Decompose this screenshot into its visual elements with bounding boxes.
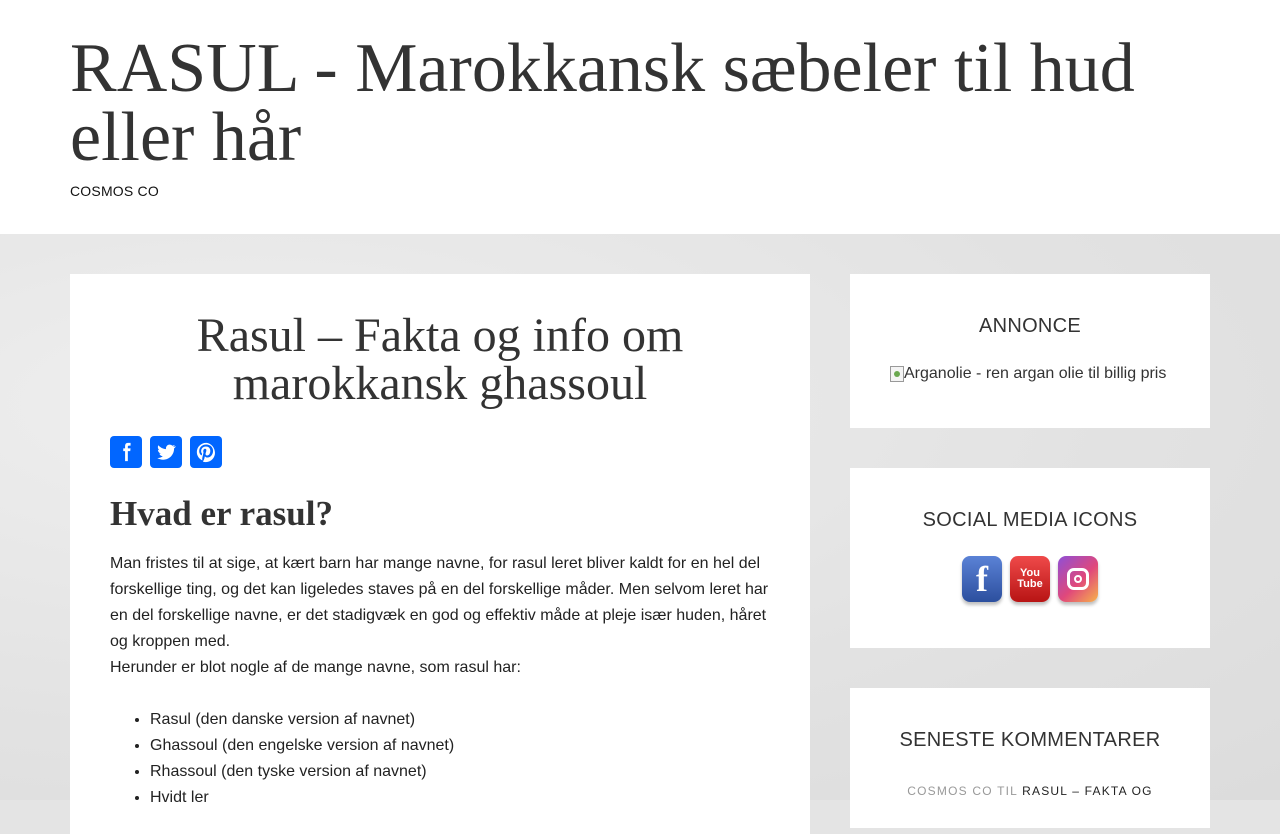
social-icons — [962, 556, 1098, 602]
ad-image-alt: Arganolie - ren argan olie til billig pris — [904, 365, 1167, 382]
article-title: Rasul – Fakta og info om marokkansk ghassoul — [196, 309, 684, 410]
site-description: COSMOS CO — [70, 183, 159, 199]
article-paragraph: Man fristes til at sige, at kært barn har mange navne, for rasul leret bliver kaldt for en hel del forskellige ting, og det kan ligeledes staves på en del forskellige måder. Men selvom leret har en del forskellige navne, er det stadigvæk en god og effektiv måde at pleje især huden, håret og kroppen med. — [110, 555, 769, 650]
recent-comments-widget — [850, 688, 1210, 828]
recent-comment — [850, 784, 1210, 798]
ad-widget-title: ANNONCE — [978, 315, 1082, 337]
facebook-share-button[interactable] — [110, 436, 142, 468]
site-title[interactable]: RASUL - Marokkansk sæbeler til hud eller hår — [70, 30, 1135, 176]
facebook-icon — [115, 441, 137, 463]
ad-widget — [850, 274, 1210, 428]
list-item: • Rhassoul (den tyske version af navnet) — [150, 759, 454, 785]
list-item: • Ghassoul (den engelske version af navnet) — [150, 733, 454, 759]
ad-image-link[interactable] — [890, 362, 1180, 386]
camera-glyph — [1067, 568, 1089, 590]
twitter-share-button[interactable] — [150, 436, 182, 468]
article-paragraph-intro-list: Herunder er blot nogle af de mange navne, som rasul har: — [110, 659, 521, 676]
twitter-icon — [155, 441, 177, 463]
pinterest-icon — [195, 441, 217, 463]
share-buttons — [110, 436, 222, 476]
article — [70, 274, 810, 834]
facebook-icon[interactable]: f — [962, 556, 1002, 602]
comment-connector: TIL — [997, 784, 1018, 798]
social-media-widget — [850, 468, 1210, 648]
youtube-icon[interactable]: You Tube — [1010, 556, 1050, 602]
instagram-icon[interactable] — [1058, 556, 1098, 602]
names-list — [110, 707, 454, 811]
section-heading: Hvad er rasul? — [110, 494, 333, 533]
comments-widget-title: SENESTE KOMMENTARER — [899, 729, 1161, 751]
site-header — [0, 0, 1280, 234]
broken-image-icon — [890, 366, 904, 382]
list-item: • Hvidt ler — [150, 785, 454, 811]
social-widget-title: SOCIAL MEDIA ICONS — [922, 509, 1138, 531]
pinterest-share-button[interactable] — [190, 436, 222, 468]
list-item: • Rasul (den danske version af navnet) — [150, 707, 454, 733]
comment-author: COSMOS CO — [907, 784, 993, 798]
comment-post-link[interactable]: RASUL – FAKTA OG — [1022, 784, 1153, 798]
